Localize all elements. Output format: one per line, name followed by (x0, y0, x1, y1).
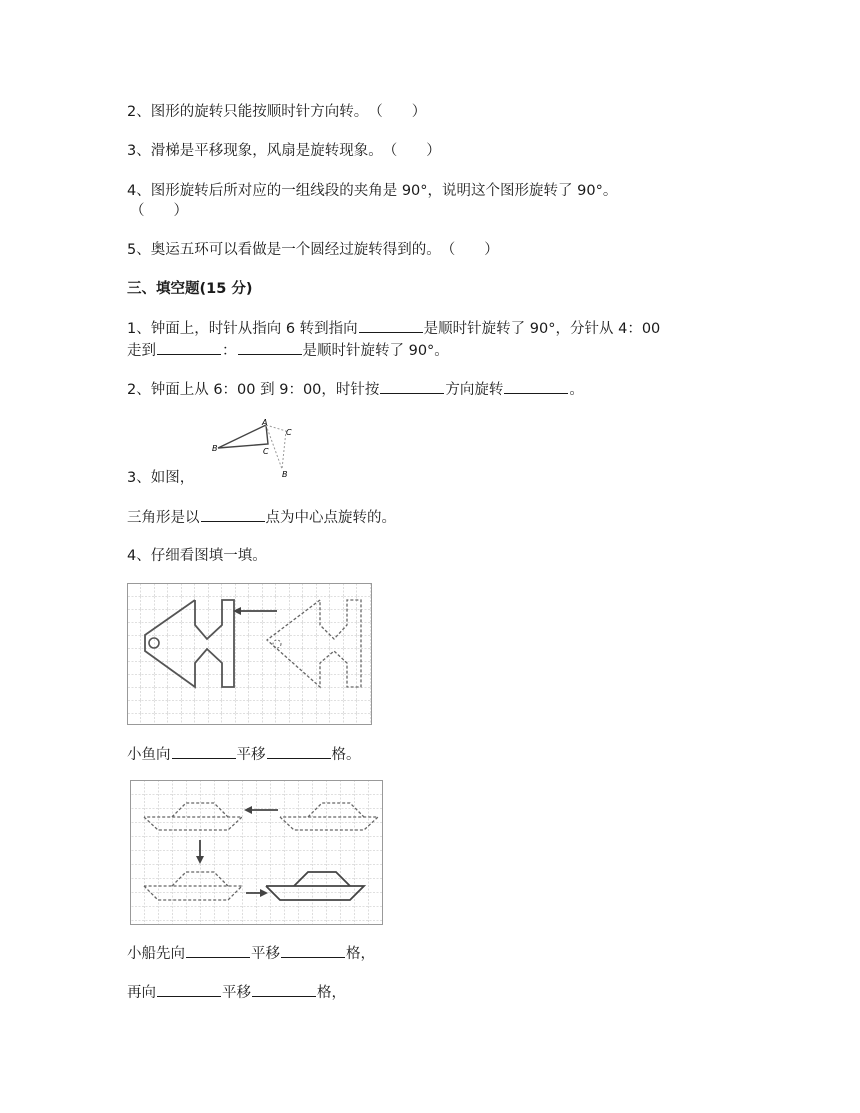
grid (131, 781, 383, 925)
question-text: 平移 (236, 747, 266, 763)
answer-blank[interactable] (172, 744, 236, 759)
question-text: 再向 (127, 985, 156, 1001)
question-text: 。 (569, 382, 584, 398)
point-label-c-rotated: C (286, 428, 292, 437)
triangle-dashed (266, 425, 286, 469)
question-text: ： (222, 343, 237, 359)
answer-parentheses[interactable]: （ ） (130, 203, 188, 219)
question-text: 方向旋转 (445, 382, 504, 398)
answer-parentheses[interactable]: （ ） (382, 143, 441, 159)
judge-question-5 (127, 240, 499, 260)
answer-parentheses[interactable]: （ ） (440, 242, 499, 258)
boat-question-1 (127, 943, 375, 964)
judge-question-4 (127, 181, 617, 201)
answer-blank[interactable] (186, 943, 250, 958)
question-text: 5、奥运五环可以看做是一个圆经过旋转得到的。 (127, 242, 441, 258)
question-text: 点为中心点旋转的。 (265, 510, 396, 526)
point-label-b-rotated: B (282, 470, 288, 479)
grid (128, 584, 372, 725)
question-text: 格， (346, 946, 375, 962)
triangle-solid (218, 425, 268, 448)
question-text: 4、图形旋转后所对应的一组线段的夹角是 90°，说明这个图形旋转了 90°。 (127, 183, 618, 199)
answer-blank[interactable] (201, 507, 265, 522)
answer-blank[interactable] (238, 340, 302, 355)
question-text: 是顺时针旋转了 90°，分针从 4：00 (423, 321, 661, 337)
boat-grid-figure (130, 780, 386, 928)
fish-grid-figure (127, 583, 375, 728)
rotated-triangle-figure (210, 416, 300, 482)
point-label-b: B (212, 444, 218, 453)
section-heading: 三、填空题(15 分) (127, 281, 253, 297)
question-text: 格。 (331, 747, 361, 763)
fish-question (127, 744, 361, 765)
question-text: 3、滑梯是平移现象，风扇是旋转现象。 (127, 143, 383, 159)
answer-blank[interactable] (157, 340, 221, 355)
question-text: 2、钟面上从 6：00 到 9：00，时针按 (127, 382, 380, 398)
answer-blank[interactable] (281, 943, 345, 958)
question-text: 小船先向 (127, 946, 185, 962)
answer-parentheses[interactable]: （ ） (368, 104, 427, 120)
point-label-a: A (262, 418, 268, 427)
fill-question-4-label: 4、仔细看图填一填。 (127, 548, 267, 564)
fill-question-3 (127, 507, 396, 528)
fill-question-3-label: 3、如图， (127, 470, 195, 486)
judge-question-4-paren-line (130, 201, 188, 221)
fill-question-1-line-2 (127, 340, 449, 361)
question-text: 是顺时针旋转了 90°。 (302, 343, 449, 359)
question-text: 三角形是以 (127, 510, 200, 526)
question-text: 平移 (222, 985, 251, 1001)
question-text: 平移 (251, 946, 280, 962)
judge-question-2 (127, 102, 426, 122)
question-text: 1、钟面上，时针从指向 6 转到指向 (127, 321, 358, 337)
answer-blank[interactable] (380, 379, 444, 394)
answer-blank[interactable] (359, 318, 423, 333)
answer-blank[interactable] (504, 379, 568, 394)
answer-blank[interactable] (157, 982, 221, 997)
question-text: 2、图形的旋转只能按顺时针方向转。 (127, 104, 369, 120)
fill-question-1-line-1 (127, 318, 660, 339)
judge-question-3 (127, 141, 441, 161)
question-text: 走到 (127, 343, 156, 359)
answer-blank[interactable] (267, 744, 331, 759)
question-text: 小鱼向 (127, 747, 171, 763)
answer-blank[interactable] (252, 982, 316, 997)
boat-question-2 (127, 982, 346, 1003)
fill-question-2 (127, 379, 584, 400)
point-label-c: C (263, 447, 269, 456)
question-text: 格， (317, 985, 346, 1001)
